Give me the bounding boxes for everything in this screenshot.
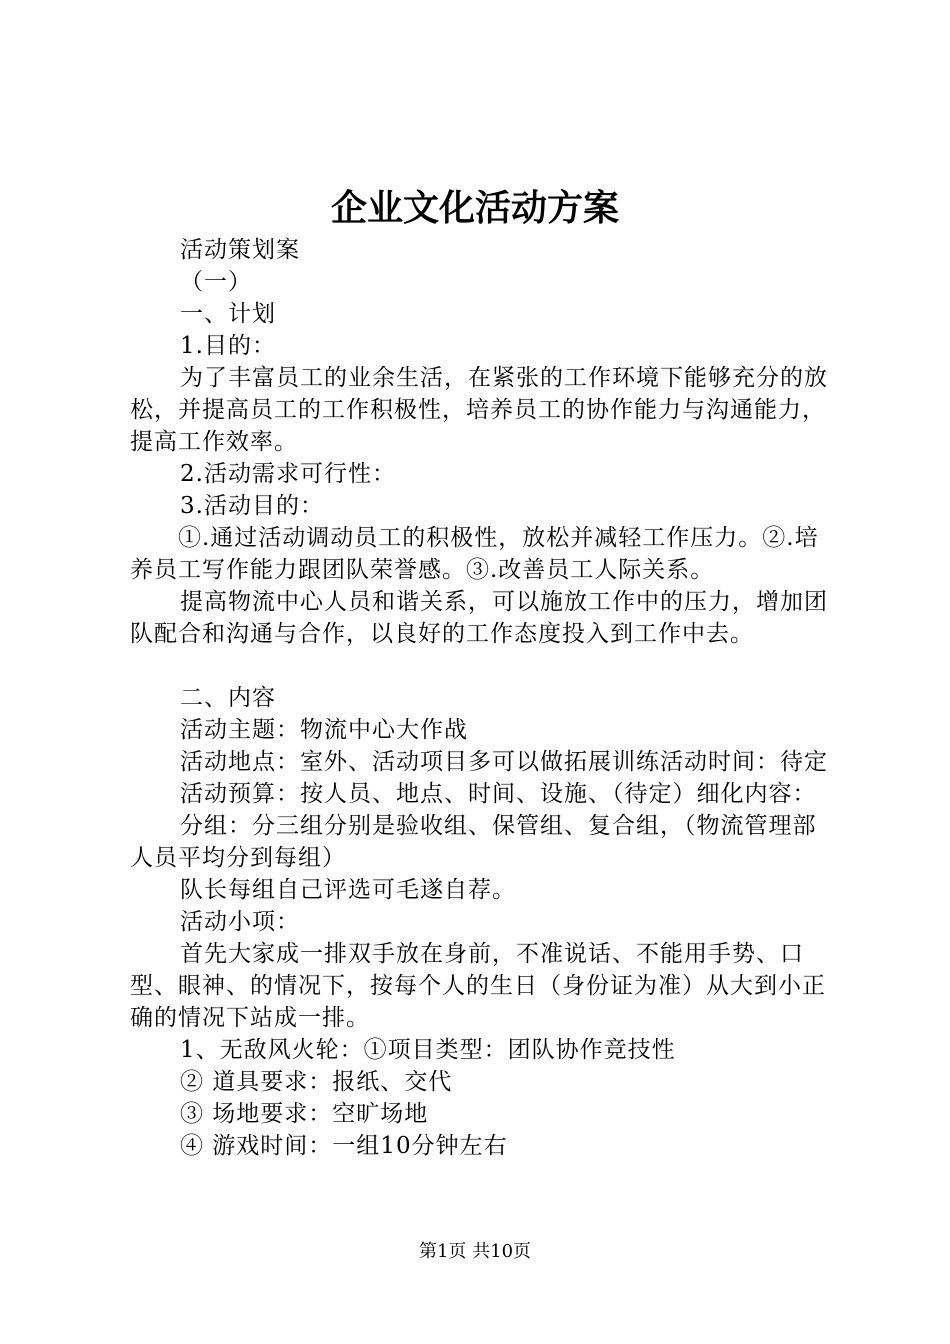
section-heading: 二、内容: [180, 685, 276, 711]
paragraph: 活动地点：室外、活动项目多可以做拓展训练活动时间：待定: [180, 749, 828, 775]
paragraph: 为了丰富员工的业余生活，在紧张的工作环境下能够充分的放松，并提高员工的工作积极性，培养员工的协作能力与沟通能力，提高工作效率。: [130, 365, 828, 455]
paragraph: 活动策划案: [180, 237, 300, 263]
list-item: ② 道具要求：报纸、交代: [180, 1069, 453, 1095]
paragraph: （一）: [180, 269, 252, 295]
document-title: 企业文化活动方案: [330, 187, 619, 229]
paragraph: 活动主题：物流中心大作战: [180, 717, 468, 743]
paragraph: 队长每组自己评选可毛遂自荐。: [180, 877, 516, 903]
paragraph: 活动预算：按人员、地点、时间、设施、（待定）细化内容：: [180, 781, 817, 807]
list-item: 1、无敌风火轮：①项目类型：团队协作竞技性: [180, 1037, 676, 1063]
paragraph: 提高物流中心人员和谐关系，可以施放工作中的压力，增加团队配合和沟通与合作，以良好的工作态度投入到工作中去。: [130, 589, 828, 647]
document-body: [130, 234, 835, 1162]
paragraph: 2.活动需求可行性：: [180, 461, 396, 487]
page-footer: 第1页 共10页: [418, 1241, 532, 1262]
section-heading: 一、计划: [180, 301, 276, 327]
list-item: ③ 场地要求：空旷场地: [180, 1101, 429, 1127]
paragraph: 首先大家成一排双手放在身前，不准说话、不能用手势、口型、眼神、的情况下，按每个人的生日（身份证为准）从大到小正确的情况下站成一排。: [130, 941, 826, 1031]
blank-line: [130, 650, 835, 682]
paragraph: ①.通过活动调动员工的积极性，放松并减轻工作压力。②.培养员工写作能力跟团队荣誉感。③.改善员工人际关系。: [130, 525, 819, 583]
paragraph: 1.目的：: [180, 333, 276, 359]
paragraph: 3.活动目的：: [180, 493, 324, 519]
paragraph: 活动小项：: [180, 909, 300, 935]
paragraph: 分组：分三组分别是验收组、保管组、复合组，（物流管理部人员平均分到每组）: [130, 813, 817, 871]
list-item: ④ 游戏时间：一组10分钟左右: [180, 1133, 508, 1159]
